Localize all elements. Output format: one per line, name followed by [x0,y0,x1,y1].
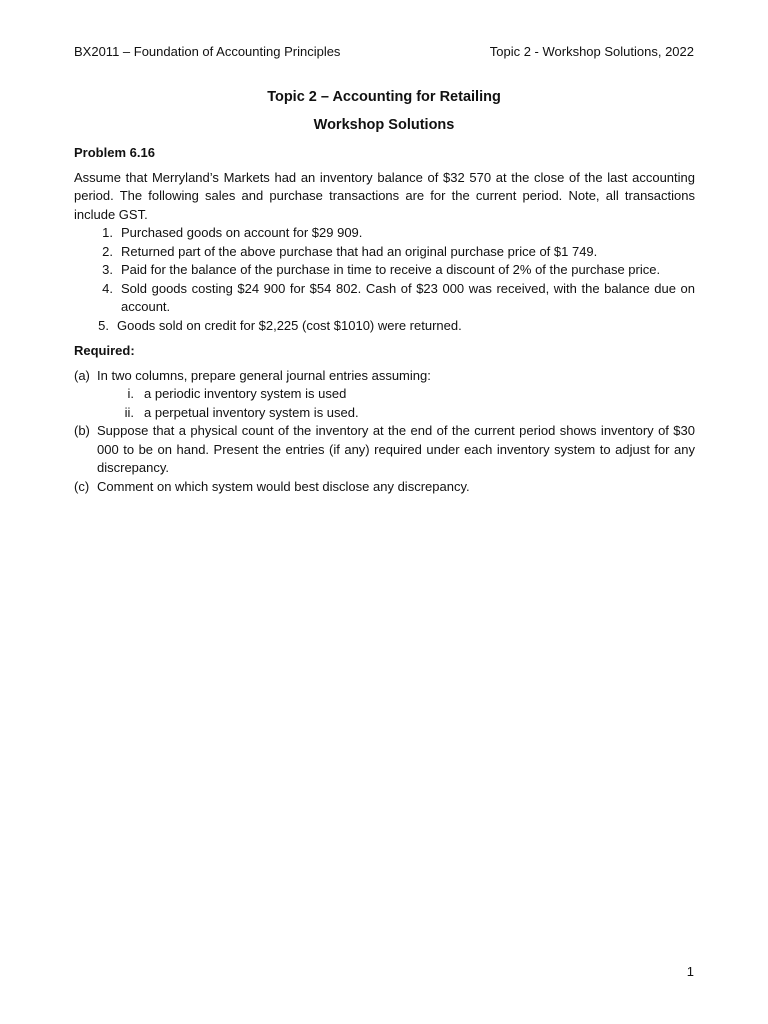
subitem-number: i. [127,386,134,401]
list-item-text: Paid for the balance of the purchase in time to receive a discount of 2% of the purchase price. [121,262,661,277]
required-item-text: Comment on which system would best disclose any discrepancy. [97,478,470,494]
list-item [74,317,695,336]
list-item-number: 2. [102,243,113,259]
required-heading: Required: [74,343,135,358]
header-topic-info: Topic 2 - Workshop Solutions, 2022 [489,44,694,59]
required-item-a [74,367,695,386]
list-item-text: Purchased goods on account for $29 909. [121,225,363,240]
required-item-c [74,478,695,497]
required-item-label: (b) [74,423,90,438]
required-subitem [74,404,695,423]
page-number: 1 [686,964,694,979]
header-course-title: BX2011 – Foundation of Accounting Principles [74,44,341,59]
required-item-label: (a) [74,367,90,383]
problem-intro: Assume that Merryland’s Markets had an inventory balance of $32 570 at the close of the last accounting period. The following sales and purchase transactions are for the current period. Note, all transactions include GST. [74,169,695,222]
document-subtitle: Workshop Solutions [313,117,455,133]
list-item [74,261,695,280]
subitem-text: a periodic inventory system is used [144,386,347,401]
document-title: Topic 2 – Accounting for Retailing [267,89,501,105]
list-item-number: 1. [102,225,113,240]
document-body [74,144,695,496]
subitem-number: ii. [124,404,134,420]
transaction-list [74,224,695,335]
required-item-b [74,422,695,478]
subitem-text: a perpetual inventory system is used. [144,404,359,420]
list-item-text: Sold goods costing $24 900 for $54 802. Cash of $23 000 was received, with the balance due on account. [121,280,695,314]
list-item-number: 3. [102,262,113,277]
problem-heading: Problem 6.16 [74,145,155,160]
list-item-text: Returned part of the above purchase that had an original purchase price of $1 749. [121,243,598,259]
required-list [74,367,695,497]
required-item-text: In two columns, prepare general journal entries assuming: [97,367,431,383]
list-item [74,280,695,317]
list-item-number: 4. [102,280,113,296]
required-item-text: Suppose that a physical count of the inventory at the end of the current period shows inventory of $30 000 to be on hand. Present the entries (if any) required under each inventory system to adjust for any discrepancy. [97,423,695,475]
list-item [74,224,695,243]
required-item-label: (c) [74,478,90,494]
list-item-text: Goods sold on credit for $2,225 (cost $1010) were returned. [117,317,462,333]
list-item [74,243,695,262]
list-item-number: 5. [98,317,109,333]
required-subitem [74,385,695,404]
